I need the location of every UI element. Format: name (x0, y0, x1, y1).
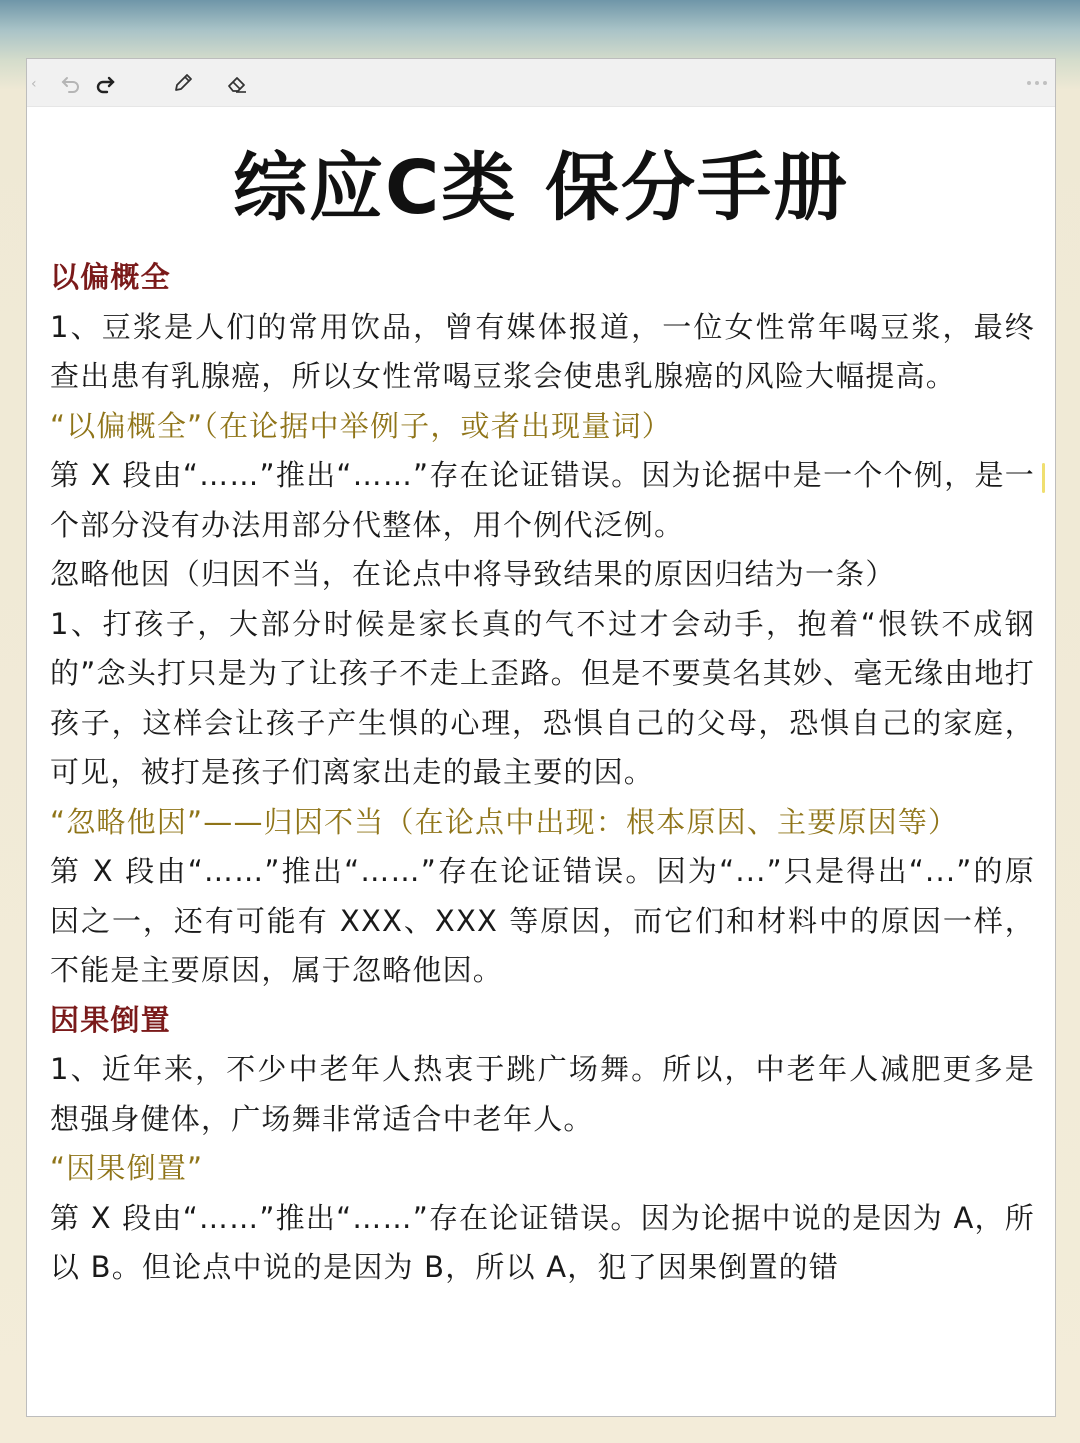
body-paragraph: 1、近年来，不少中老年人热衷于跳广场舞。所以，中老年人减肥更多是想强身健体，广场舞非常适合中老年人。 (50, 1052, 1035, 1136)
body-paragraph: 第 X 段由“……”推出“……”存在论证错误。因为论据中说的是因为 A，所以 B。但论点中说的是因为 B，所以 A，犯了因果倒置的错 (50, 1200, 1035, 1284)
pen-icon[interactable] (169, 69, 197, 97)
undo-icon[interactable] (57, 69, 85, 97)
body-paragraph: 1、打孩子，大部分时候是家长真的气不过才会动手，抱着“恨铁不成钢的”念头打只是为了让孩子不走上歪路。但是不要莫名其妙、毫无缘由地打孩子，这样会让孩子产生惧的心理，恐惧自己的父母，恐惧自己的家庭，可见，被打是孩子们离家出走的最主要的因。 (50, 606, 1035, 789)
answer-template-note: “因果倒置” (50, 1151, 204, 1185)
more-icon[interactable] (1027, 81, 1047, 85)
eraser-icon[interactable] (223, 69, 251, 97)
answer-template-note: “以偏概全”（在论据中举例子，或者出现量词） (50, 408, 672, 443)
section-heading: 以偏概全 (50, 260, 171, 294)
answer-template-note: “忽略他因”——归因不当（在论点中出现：根本原因、主要原因等） (50, 804, 959, 839)
document-page (26, 58, 1056, 1417)
scroll-indicator (1042, 463, 1045, 493)
redo-icon[interactable] (91, 69, 119, 97)
document-body (50, 253, 1035, 1293)
collapse-handle[interactable]: ‹ (31, 76, 37, 92)
page-title: 综应C类 保分手册 (232, 145, 850, 231)
section-heading: 因果倒置 (50, 1002, 171, 1037)
body-paragraph: 忽略他因（归因不当，在论点中将导致结果的原因归结为一条） (50, 557, 896, 591)
editor-toolbar (27, 59, 1055, 107)
body-paragraph: 第 X 段由“……”推出“……”存在论证错误。因为论据中是一个个例，是一个部分没有办法用部分代整体，用个例代泛例。 (50, 458, 1035, 542)
body-paragraph: 第 X 段由“……”推出“……”存在论证错误。因为“...”只是得出“...”的原因之一，还有可能有 XXX、XXX 等原因，而它们和材料中的原因一样，不能是主要原因，属于忽略他因。 (50, 854, 1035, 987)
body-paragraph: 1、豆浆是人们的常用饮品，曾有媒体报道，一位女性常年喝豆浆，最终查出患有乳腺癌，所以女性常喝豆浆会使患乳腺癌的风险大幅提高。 (50, 309, 1035, 393)
